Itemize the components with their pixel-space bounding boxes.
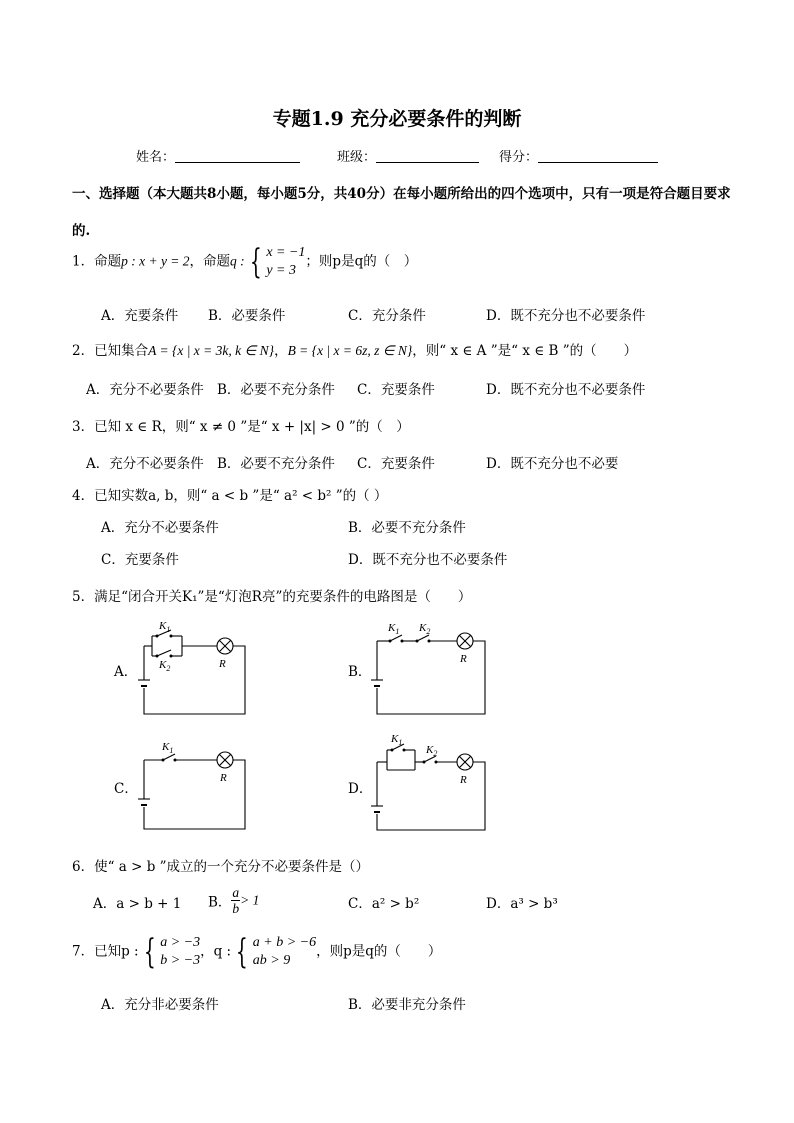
class-blank[interactable]	[376, 148, 479, 163]
q6-option-b-label: B．	[208, 894, 232, 911]
q1-option-a[interactable]: A．充要条件	[101, 308, 179, 324]
question-5: 5．满足“闭合开关K₁”是“灯泡R亮”的充要条件的电路图是（ ）	[72, 589, 472, 605]
circuit-d-r-label: R	[460, 774, 467, 786]
question-2	[72, 339, 637, 359]
q3-option-a[interactable]: A．充分不必要条件	[86, 456, 204, 472]
q2-set-b: B = {x | x = 6z, z ∈ N}	[287, 343, 413, 358]
q3-option-d[interactable]: D．既不充分也不必要	[486, 456, 619, 472]
q3-option-c[interactable]: C．充要条件	[357, 456, 435, 472]
q1-option-d[interactable]: D．既不充分也不必要条件	[486, 308, 646, 324]
q5-option-d[interactable]: D．	[348, 781, 373, 797]
q7-q-eq2: ab > 9	[252, 953, 291, 968]
q1-option-b[interactable]: B．必要条件	[208, 308, 286, 324]
circuit-c-r-label: R	[220, 772, 227, 784]
q7-q-brace: {	[235, 932, 248, 972]
q2-option-b[interactable]: B．必要不充分条件	[217, 382, 335, 398]
q7-mid: ，q :	[200, 943, 232, 960]
score-field[interactable]	[499, 146, 658, 165]
circuit-d-k2-label: $K_2$	[426, 744, 438, 758]
q6-option-d-text: D．a³ > b³	[486, 896, 558, 912]
circuit-b-k2-label: $K_2$	[419, 622, 431, 636]
q2-option-d[interactable]: D．既不充分也不必要条件	[486, 382, 646, 398]
circuit-a-r-label: R	[219, 658, 226, 670]
name-blank[interactable]	[175, 148, 300, 163]
q2-option-c[interactable]: C．充要条件	[357, 382, 435, 398]
q7-option-b[interactable]: B．必要非充分条件	[348, 997, 466, 1013]
q7-option-a[interactable]: A．充分非必要条件	[101, 997, 219, 1013]
q6-option-b-fraction	[231, 885, 240, 916]
q5-option-b[interactable]: B．	[348, 664, 372, 680]
q1-brace: {	[249, 242, 262, 282]
q7-q-eq1: a + b > −6	[252, 935, 317, 950]
q1-eq2: y = 3	[266, 263, 296, 278]
score-label: 得分：	[499, 150, 539, 165]
q5-option-c[interactable]: C．	[114, 781, 138, 797]
q2-option-a[interactable]: A．充分不必要条件	[86, 382, 204, 398]
class-field[interactable]	[337, 146, 479, 165]
circuit-a-diagram	[135, 618, 255, 718]
circuit-b-diagram	[368, 618, 493, 718]
q7-prefix: 7．已知p :	[72, 943, 139, 960]
q6-option-a[interactable]	[93, 892, 181, 912]
q1-suffix: ；则p是q的（ ）	[305, 253, 418, 270]
circuit-a-k1-label: $K_1$	[159, 620, 171, 634]
q1-system	[266, 244, 305, 280]
q6-option-a-text: A．a > b + 1	[93, 896, 182, 912]
q6-fraction-numerator: a	[232, 885, 240, 900]
q5-option-a[interactable]: A．	[114, 664, 138, 680]
q7-q-system	[253, 934, 316, 970]
q4-option-a[interactable]: A．充分不必要条件	[101, 520, 219, 536]
question-7	[72, 934, 441, 970]
q2-separator: ，	[274, 343, 288, 359]
q1-p-formula: p : x + y = 2	[121, 253, 190, 269]
circuit-d-k1-label: $K_1$	[391, 733, 403, 747]
question-3: 3．已知 x ∈ R，则“ x ≠ 0 ”是“ x + |x| > 0 ”的（ ）	[72, 419, 410, 435]
q1-mid: ，命题	[189, 253, 231, 270]
q7-p-eq2: b > −3	[160, 953, 201, 968]
q1-option-c[interactable]: C．充分条件	[348, 308, 426, 324]
q2-prefix: 2．已知集合	[72, 343, 149, 359]
circuit-b-r-label: R	[460, 653, 467, 665]
q6-option-b[interactable]	[208, 885, 259, 916]
q7-p-brace: {	[143, 932, 156, 972]
circuit-c-k1-label: $K_1$	[162, 741, 174, 755]
q4-option-b[interactable]: B．必要不充分条件	[348, 520, 466, 536]
q1-prefix: 1．命题	[72, 253, 122, 270]
score-blank[interactable]	[538, 148, 658, 163]
name-field[interactable]	[136, 146, 300, 165]
q3-option-b[interactable]: B．必要不充分条件	[217, 456, 335, 472]
q6-fraction-denominator: b	[232, 901, 240, 916]
section-heading: 一、选择题（本大题共8小题，每小题5分，共40分）在每小题所给出的四个选项中，只有一项是符合题目要求的.	[72, 186, 731, 239]
q7-p-system	[160, 934, 200, 970]
name-label: 姓名：	[136, 150, 176, 165]
q6-option-b-rest: > 1	[240, 892, 260, 908]
q2-set-a: A = {x | x = 3k, k ∈ N}	[148, 343, 275, 358]
q1-eq1: x = −1	[266, 245, 306, 260]
q7-suffix: ，则p是q的（ ）	[316, 943, 442, 960]
q4-option-c[interactable]: C．充要条件	[101, 552, 179, 568]
q6-option-c-text: C．a² > b²	[348, 896, 420, 912]
circuit-d-diagram	[368, 728, 493, 834]
circuit-c-diagram	[135, 735, 255, 835]
question-4: 4．已知实数a, b，则“ a < b ”是“ a² < b² ”的（ ）	[72, 488, 388, 504]
question-1	[72, 244, 417, 280]
q6-option-d[interactable]	[486, 892, 558, 912]
question-6: 6．使“ a > b ”成立的一个充分不必要条件是（）	[72, 859, 370, 875]
circuit-b-k1-label: $K_1$	[388, 622, 400, 636]
q2-suffix: ，则“ x ∈ A ”是“ x ∈ B ”的（ ）	[412, 343, 638, 359]
circuit-a-k2-label: $K_2$	[159, 659, 171, 673]
q4-option-d[interactable]: D．既不充分也不必要条件	[348, 552, 508, 568]
q7-p-eq1: a > −3	[160, 935, 201, 950]
page-title: 专题1.9 充分必要条件的判断	[272, 108, 522, 130]
circuit-a-wire	[144, 646, 245, 714]
q1-q-label: q :	[230, 253, 245, 269]
class-label: 班级：	[337, 150, 377, 165]
q6-option-c[interactable]	[348, 892, 419, 912]
